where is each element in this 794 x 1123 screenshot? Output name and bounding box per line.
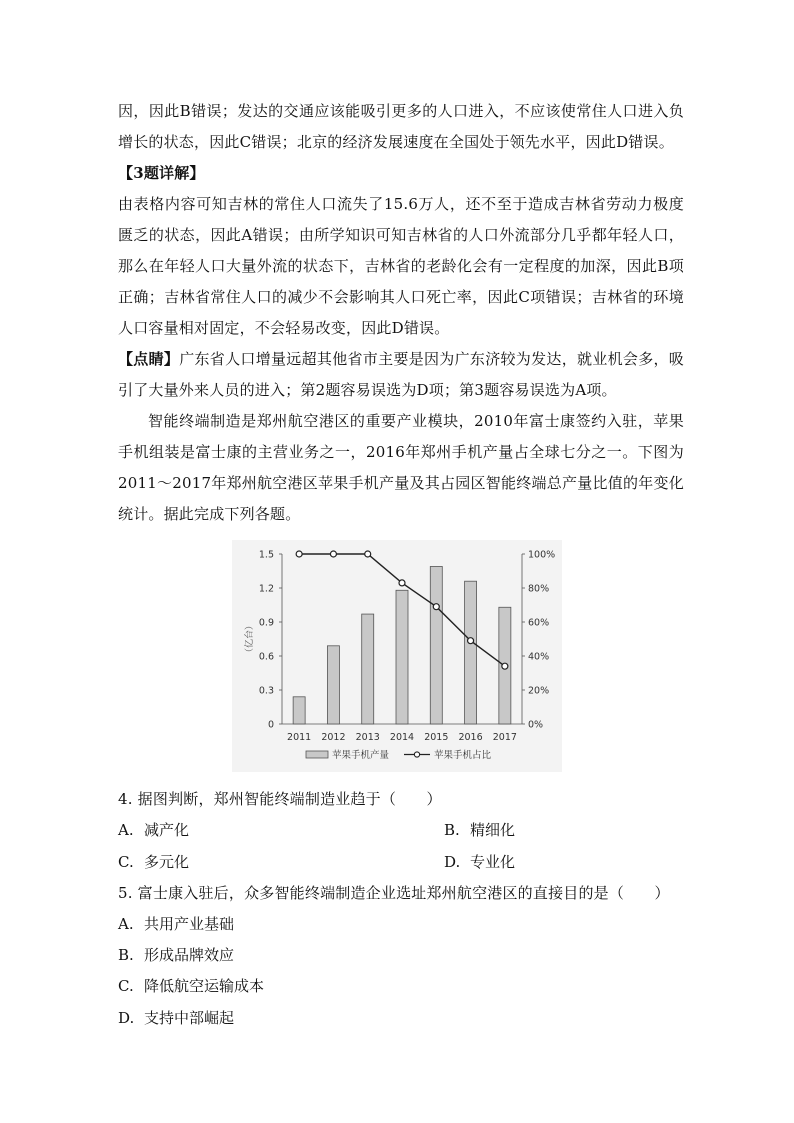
x-tick-label: 2011 (287, 732, 312, 743)
share-point-2014 (399, 580, 405, 586)
share-point-2011 (296, 551, 302, 557)
share-point-2013 (365, 551, 371, 557)
paragraph-answer-2-tail: 因，因此B错误；发达的交通应该能吸引更多的人口进入，不应该使常住人口进入负增长的状态，因此C错误；北京的经济发展速度在全国处于领先水平，因此D错误。 (118, 102, 684, 151)
option-text: 减产化 (144, 821, 190, 839)
option-text: 共用产业基础 (144, 915, 235, 933)
y-tick-label-right: 80% (528, 583, 550, 595)
x-tick-label: 2016 (458, 732, 483, 743)
bar-2014 (396, 590, 408, 724)
x-tick-label: 2013 (355, 732, 380, 743)
x-tick-label: 2012 (321, 732, 346, 743)
option-label: A. (118, 821, 134, 839)
chart-svg (232, 540, 562, 772)
share-point-2016 (468, 638, 474, 644)
option-text: 支持中部崛起 (144, 1009, 235, 1027)
question-4-option-c (118, 852, 189, 872)
y-tick-label-left: 0.6 (258, 651, 274, 663)
y-tick-label-left: 1.5 (258, 549, 274, 561)
option-label: D. (444, 853, 461, 871)
chart-apple-phone-output (232, 540, 562, 772)
option-label: D. (118, 1009, 135, 1027)
option-text: 形成品牌效应 (144, 946, 235, 964)
option-label: A. (118, 915, 134, 933)
y-axis-label: （亿台） (245, 620, 255, 658)
bar-2015 (430, 566, 442, 724)
document-body (118, 96, 684, 530)
y-tick-label-right: 20% (528, 685, 550, 697)
option-text: 降低航空运输成本 (144, 977, 265, 995)
legend-line-label: 苹果手机占比 (434, 750, 492, 761)
option-label: C. (118, 853, 134, 871)
y-tick-label-right: 100% (528, 549, 556, 561)
paragraph-dianjing (118, 344, 684, 406)
y-tick-label-left: 1.2 (258, 583, 274, 595)
share-point-2017 (502, 663, 508, 669)
dianjing-label: 【点睛】 (118, 350, 180, 368)
option-label: B. (118, 946, 134, 964)
question-5-option-d (118, 1008, 234, 1028)
y-tick-label-right: 40% (528, 651, 550, 663)
bar-2012 (327, 646, 339, 724)
x-tick-label: 2015 (424, 732, 449, 743)
question-5-stem: 5. 富士康入驻后，众多智能终端制造企业选址郑州航空港区的直接目的是（ ） (118, 884, 670, 902)
y-tick-label-left: 0.9 (258, 617, 274, 629)
option-text: 专业化 (470, 853, 516, 871)
bar-2011 (293, 697, 305, 724)
question-4-option-a (118, 820, 189, 840)
y-tick-label-left: 0.3 (258, 685, 274, 697)
bar-2013 (362, 614, 374, 724)
y-tick-label-right: 60% (528, 617, 550, 629)
legend-bar-label: 苹果手机产量 (332, 750, 390, 761)
legend-bar-swatch (306, 751, 328, 758)
paragraph-intro: 智能终端制造是郑州航空港区的重要产业模块，2010年富士康签约入驻，苹果手机组装是富士康的主营业务之一，2016年郑州手机产量占全球七分之一。下图为2011～2017年郑州航空港区苹果手机产量及其占园区智能终端总产量比值的年变化统计。据此完成下列各题。 (118, 412, 684, 523)
x-tick-label: 2017 (492, 732, 517, 743)
question-4-stem: 4. 据图判断，郑州智能终端制造业趋于（ ） (118, 790, 442, 808)
option-label: B. (444, 821, 460, 839)
bar-2016 (465, 581, 477, 724)
share-point-2012 (330, 551, 336, 557)
question-5-option-b (118, 945, 234, 965)
option-text: 精细化 (470, 821, 516, 839)
option-text: 多元化 (144, 853, 190, 871)
question-5-option-a (118, 914, 234, 934)
share-point-2015 (433, 604, 439, 610)
question-5-option-c (118, 976, 264, 996)
question-4-option-d (444, 852, 515, 872)
heading-question-3-detail: 【3题详解】 (118, 164, 205, 182)
y-tick-label-right: 0% (528, 719, 544, 731)
option-label: C. (118, 977, 134, 995)
dianjing-text: 广东省人口增量远超其他省市主要是因为广东济较为发达，就业机会多，吸引了大量外来人员的进入；第2题容易误选为D项；第3题容易误选为A项。 (118, 350, 684, 399)
legend-line-marker (414, 752, 419, 757)
question-4-option-b (444, 820, 515, 840)
x-tick-label: 2014 (389, 732, 415, 743)
paragraph-answer-3: 由表格内容可知吉林的常住人口流失了15.6万人，还不至于造成吉林省劳动力极度匮乏的状态，因此A错误；由所学知识可知吉林省的人口外流部分几乎都年轻人口，那么在年轻人口大量外流的状态下，吉林省的老龄化会有一定程度的加深，因此B项正确；吉林省常住人口的减少不会影响其人口死亡率，因此C项错误；吉林省的环境人口容量相对固定，不会轻易改变，因此D错误。 (118, 195, 684, 337)
y-tick-label-left: 0 (267, 719, 274, 731)
